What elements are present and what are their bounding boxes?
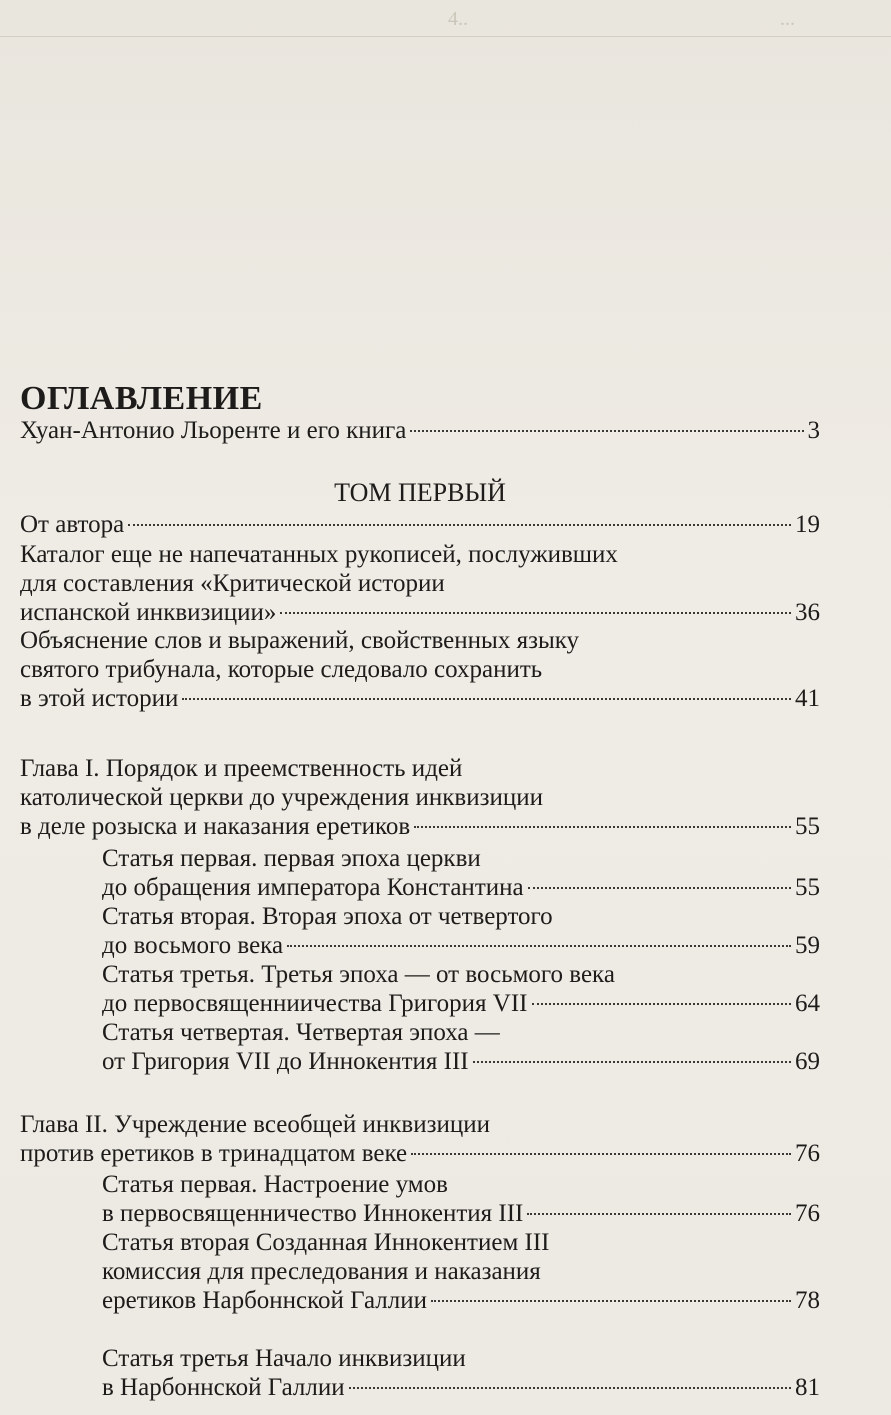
leader-dots [414, 826, 791, 828]
toc-entry-text: в деле розыска и наказания еретиков [20, 813, 411, 840]
toc-entry-text: католической церкви до учреждения инквизиции [20, 784, 543, 811]
toc-entry [20, 1018, 820, 1076]
toc-entry-text: Статья вторая. Вторая эпоха от четвертого [102, 903, 553, 930]
toc-entry-text: до обращения императора Константина [102, 874, 524, 901]
toc-entry-last-line [20, 598, 820, 627]
toc-entry-last-line [102, 931, 820, 960]
toc-entry-page: 78 [795, 1287, 820, 1314]
toc-entry-last-line [20, 684, 820, 713]
toc-entry-text: Статья четвертая. Четвертая эпоха — [102, 1019, 500, 1046]
toc-entry-last-line [20, 510, 820, 539]
toc-entry-text: в этой истории [20, 685, 179, 712]
toc-entry-last-line [20, 1139, 820, 1168]
toc-entry-text: до восьмого века [102, 932, 284, 959]
leader-dots [431, 1300, 791, 1302]
toc-entry-text: в Нарбоннской Галлии [102, 1374, 345, 1401]
header-page-ghost: 4.. [448, 8, 468, 30]
toc-entry-text: комиссия для преследования и наказания [102, 1258, 541, 1285]
toc-entry-text: еретиков Нарбоннской Галлии [102, 1287, 428, 1314]
toc-entry-text: до первосвященниичества Григория VII [102, 990, 528, 1017]
toc-entry-text: Объяснение слов и выражений, свойственных языку [20, 627, 580, 654]
leader-dots [182, 698, 791, 700]
toc-entry-page: 69 [795, 1048, 820, 1075]
toc-entry-last-line [20, 416, 820, 445]
toc-entry-page: 55 [795, 813, 820, 840]
toc-entry-text: Статья первая. первая эпоха церкви [102, 845, 481, 872]
toc-entry [20, 960, 820, 1018]
toc-entry-last-line [102, 1286, 820, 1315]
leader-dots [532, 1003, 792, 1005]
toc-entry [20, 1110, 820, 1168]
toc-entry-page: 81 [795, 1374, 820, 1401]
toc-entry-page: 36 [795, 599, 820, 626]
toc-entry-text: от Григория VII до Иннокентия III [102, 1048, 469, 1075]
toc-entry-last-line [102, 1199, 820, 1228]
toc-entry-page: 41 [795, 685, 820, 712]
leader-dots [128, 524, 791, 526]
toc-entry [20, 540, 820, 627]
toc-entry-text: Глава I. Порядок и преемственность идей [20, 755, 463, 782]
toc-entry-last-line [20, 812, 820, 841]
toc-entry-last-line [102, 1047, 820, 1076]
toc-entry-text: святого трибунала, которые следовало сохранить [20, 656, 543, 683]
header-rule [0, 36, 891, 37]
toc-entry-text: Статья вторая Созданная Иннокентием III [102, 1229, 550, 1256]
toc-entry-text: для составления «Критической истории [20, 570, 445, 597]
toc-entry-text: Хуан-Антонио Льоренте и его книга [20, 417, 407, 444]
leader-dots [527, 1213, 791, 1215]
toc-entry-intro [20, 416, 820, 445]
volume-title: ТОМ ПЕРВЫЙ [334, 478, 506, 507]
toc-entry [20, 902, 820, 960]
toc-entry-last-line [102, 873, 820, 902]
toc-entry-last-line [102, 1373, 820, 1402]
toc-entry-text: Статья третья Начало инквизиции [102, 1345, 466, 1372]
toc-entry-text: Глава II. Учреждение всеобщей инквизиции [20, 1111, 491, 1138]
toc-entry [20, 1170, 820, 1228]
leader-dots [410, 430, 803, 432]
toc-entry-text: От автора [20, 511, 125, 538]
toc-entry-last-line [102, 989, 820, 1018]
toc-entry [20, 626, 820, 713]
leader-dots [287, 945, 791, 947]
toc-entry-page: 76 [795, 1200, 820, 1227]
toc-entry-page: 64 [795, 990, 820, 1017]
toc-entry-page: 59 [795, 932, 820, 959]
toc-entry-text: в первосвященничество Иннокентия III [102, 1200, 524, 1227]
toc-entry-page: 55 [795, 874, 820, 901]
toc-entry-text: Статья третья. Третья эпоха — от восьмого века [102, 961, 615, 988]
toc-entry [20, 1228, 820, 1315]
leader-dots [280, 612, 791, 614]
header-right-ghost: ... [780, 8, 795, 30]
toc-entry-text: испанской инквизиции» [20, 599, 277, 626]
toc-title: ОГЛАВЛЕНИЕ [20, 380, 263, 417]
toc-entry [20, 844, 820, 902]
toc-entry-text: против еретиков в тринадцатом веке [20, 1140, 408, 1167]
leader-dots [349, 1387, 791, 1389]
toc-entry-text: Каталог еще не напечатанных рукописей, послуживших [20, 541, 618, 568]
toc-entry-page: 3 [807, 417, 820, 444]
toc-entry-page: 76 [795, 1140, 820, 1167]
toc-entry [20, 754, 820, 841]
leader-dots [528, 887, 791, 889]
toc-entry [20, 1344, 820, 1402]
toc-entry-page: 19 [795, 511, 820, 538]
leader-dots [473, 1061, 791, 1063]
leader-dots [411, 1153, 791, 1155]
toc-entry [20, 510, 820, 539]
toc-entry-text: Статья первая. Настроение умов [102, 1171, 448, 1198]
